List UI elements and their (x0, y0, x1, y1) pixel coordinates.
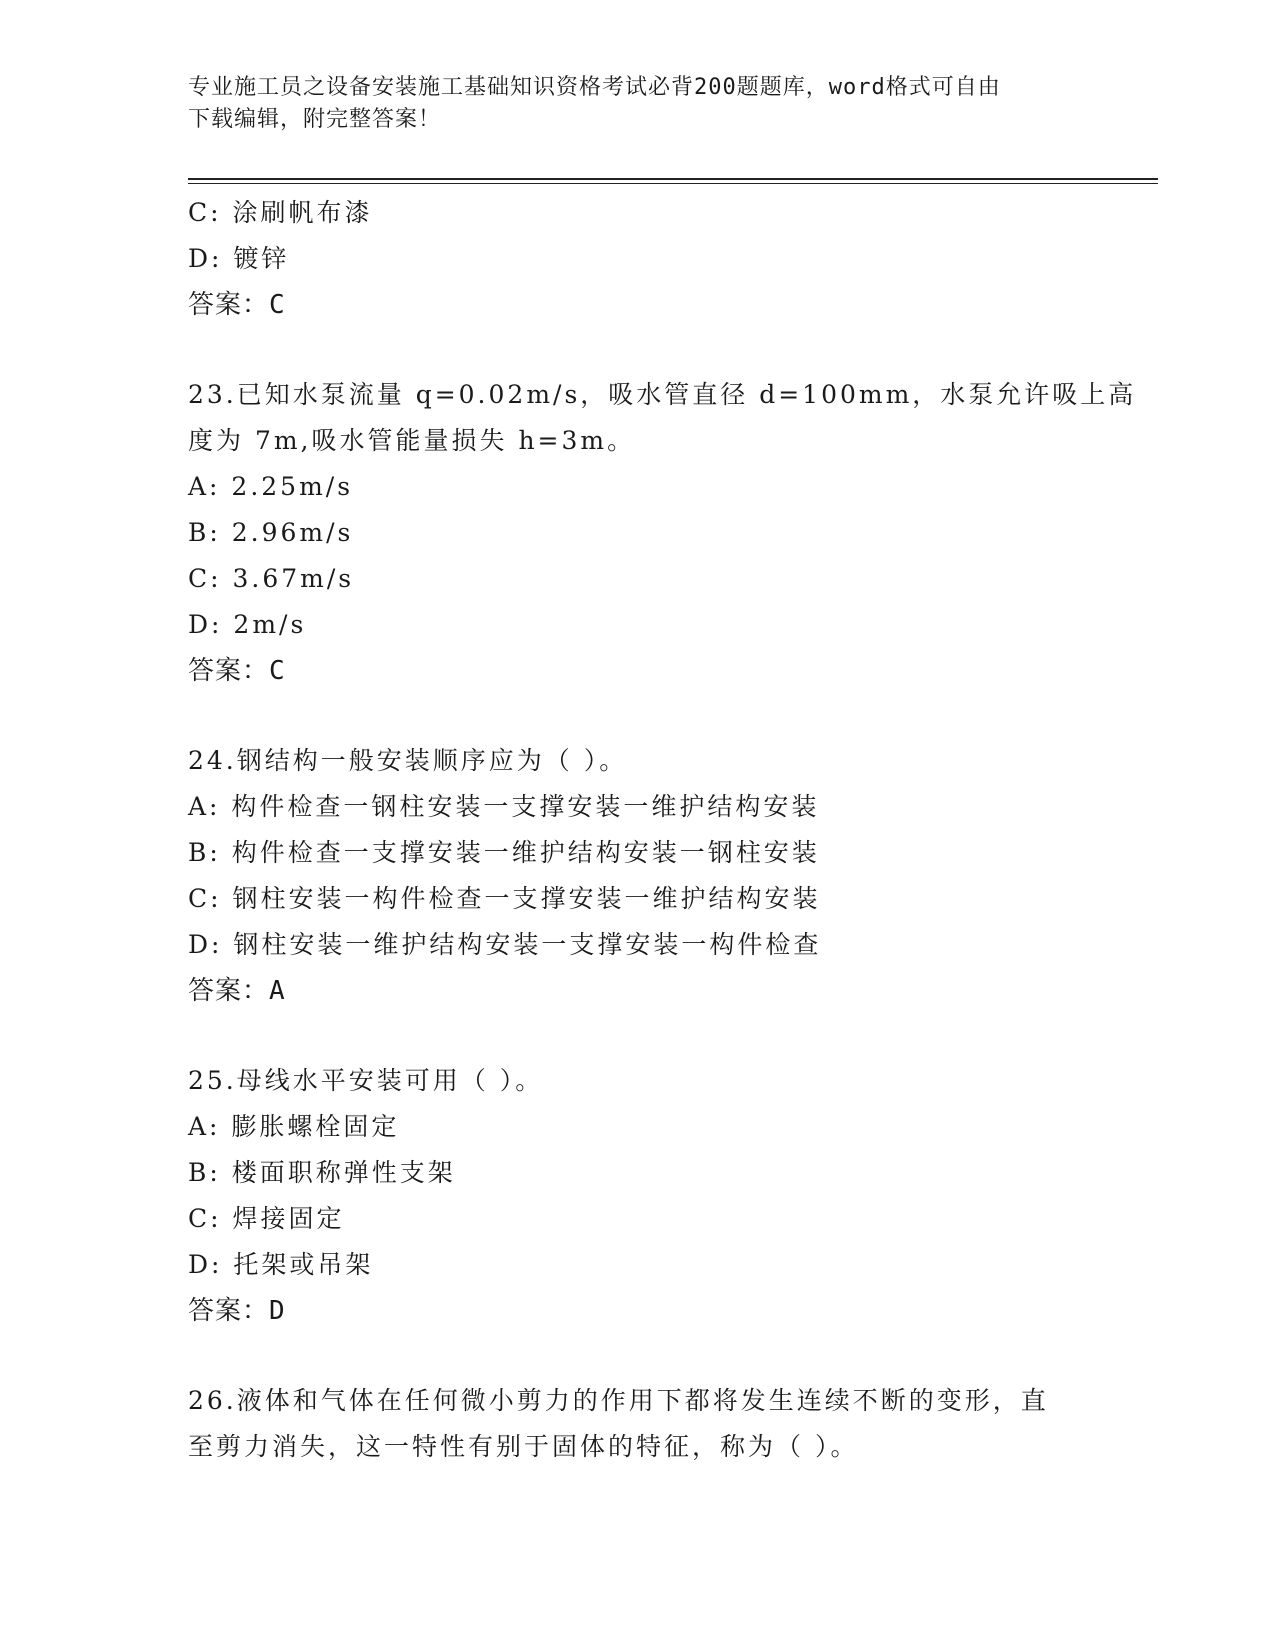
document-body (188, 190, 1137, 1470)
question-25 (188, 1058, 1088, 1334)
option-c: C: 3.67m/s (188, 564, 355, 593)
option-d: D: 镀锌 (188, 244, 290, 273)
spacer (188, 1334, 1088, 1378)
option-c: C: 涂刷帆布漆 (188, 198, 373, 227)
option-d: D: 钢柱安装一维护结构安装一支撑安装一构件检查 (188, 930, 822, 959)
option-a: A: 膨胀螺栓固定 (188, 1112, 400, 1141)
option-d: D: 2m/s (188, 610, 307, 639)
option-c: C: 钢柱安装一构件检查一支撑安装一维护结构安装 (188, 884, 821, 913)
header-line-2: 下载编辑，附完整答案！ (188, 107, 442, 132)
option-b: B: 楼面职称弹性支架 (188, 1158, 456, 1187)
question-22-tail (188, 190, 1088, 328)
option-a: A: 构件检查一钢柱安装一支撑安装一维护结构安装 (188, 792, 820, 821)
spacer (188, 328, 1088, 372)
question-24 (188, 738, 1088, 1014)
question-26 (188, 1378, 1088, 1470)
header-divider-thick (188, 178, 1158, 180)
option-b: B: 构件检查一支撑安装一维护结构安装一钢柱安装 (188, 838, 820, 867)
question-stem: 23.已知水泵流量 q=0.02m/s，吸水管直径 d=100mm，水泵允许吸上高 (188, 380, 1137, 409)
option-a: A: 2.25m/s (188, 472, 354, 501)
question-stem: 至剪力消失，这一特性有别于固体的特征，称为（ ）。 (188, 1432, 859, 1461)
question-stem: 26.液体和气体在任何微小剪力的作用下都将发生连续不断的变形，直 (188, 1386, 1049, 1415)
header-divider-thin (188, 183, 1158, 184)
answer-line: 答案：D (188, 1296, 286, 1326)
answer-line: 答案：C (188, 290, 286, 320)
spacer (188, 694, 1088, 738)
option-c: C: 焊接固定 (188, 1204, 345, 1233)
answer-line: 答案：C (188, 656, 286, 686)
option-d: D: 托架或吊架 (188, 1250, 374, 1279)
document-header (188, 72, 1068, 136)
question-stem: 25.母线水平安装可用（ ）。 (188, 1066, 544, 1095)
question-23 (188, 372, 1137, 694)
answer-line: 答案：A (188, 976, 286, 1006)
question-stem: 度为 7m,吸水管能量损失 h=3m。 (188, 426, 636, 455)
spacer (188, 1014, 1088, 1058)
header-line-1: 专业施工员之设备安装施工基础知识资格考试必背200题题库，word格式可自由 (188, 75, 1001, 100)
option-b: B: 2.96m/s (188, 518, 354, 547)
question-stem: 24.钢结构一般安装顺序应为（ ）。 (188, 746, 628, 775)
